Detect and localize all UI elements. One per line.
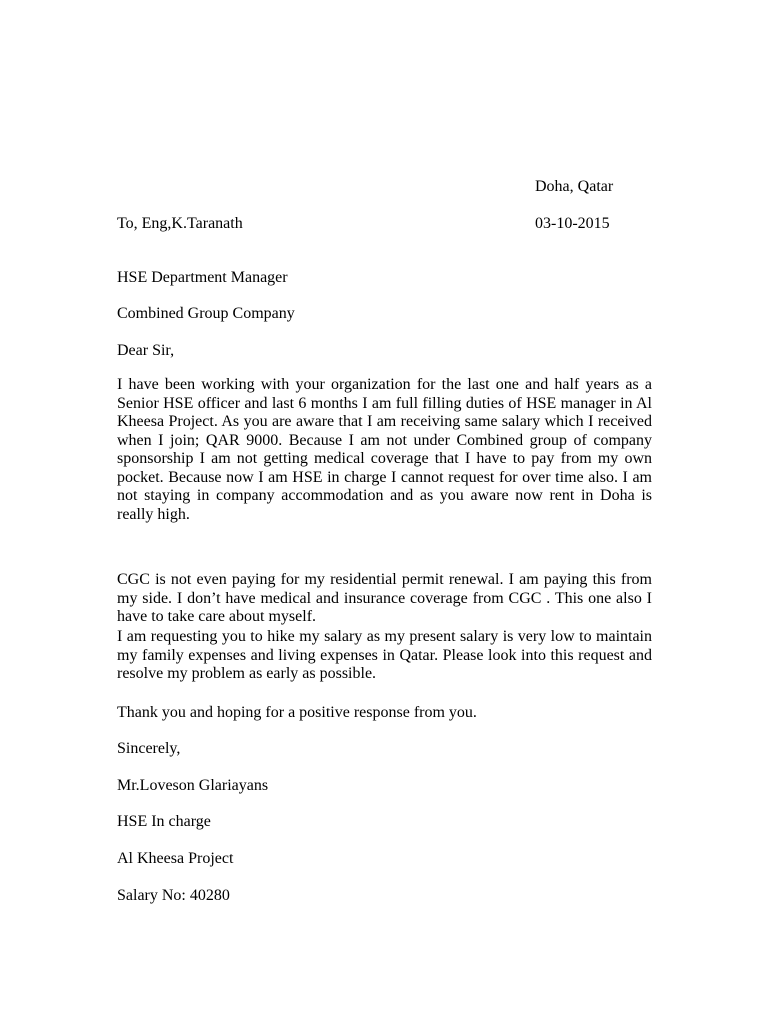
body-paragraph-3: I am requesting you to hike my salary as my present salary is very low to maintain my family expenses and living expenses in Qatar. Please look into this request and resolve my problem as early as possible. bbox=[117, 628, 652, 682]
sender-title: HSE In charge bbox=[117, 813, 211, 830]
closing-thanks: Thank you and hoping for a positive response from you. bbox=[117, 704, 477, 721]
sign-off: Sincerely, bbox=[117, 740, 181, 757]
sender-project: Al Kheesa Project bbox=[117, 850, 234, 867]
sender-name: Mr.Loveson Glariayans bbox=[117, 777, 269, 794]
letter-date: 03-10-2015 bbox=[535, 215, 610, 232]
letter-place: Doha, Qatar bbox=[535, 178, 614, 195]
body-paragraph-1: I have been working with your organization for the last one and half years as a Senior HSE officer and last 6 months I am full filling duties of HSE manager in Al Kheesa Project. As you are aware that I am receiving same salary which I received when I join; QAR 9000. Because I am not under Combined group of company sponsorship I am not getting medical coverage that I have to pay from my own pocket. Because now I am HSE in charge I cannot request for over time also. I am not staying in company accommodation and as you aware now rent in Doha is really high. bbox=[117, 376, 652, 523]
recipient-company: Combined Group Company bbox=[117, 305, 295, 322]
recipient-to-line: To, Eng,K.Taranath bbox=[117, 215, 243, 232]
salutation: Dear Sir, bbox=[117, 342, 175, 359]
body-paragraph-2: CGC is not even paying for my residential permit renewal. I am paying this from my side. I don’t have medical and insurance coverage from CGC . This one also I have to take care about myself. bbox=[117, 571, 652, 625]
recipient-title: HSE Department Manager bbox=[117, 269, 288, 286]
sender-salary-number: Salary No: 40280 bbox=[117, 887, 230, 904]
